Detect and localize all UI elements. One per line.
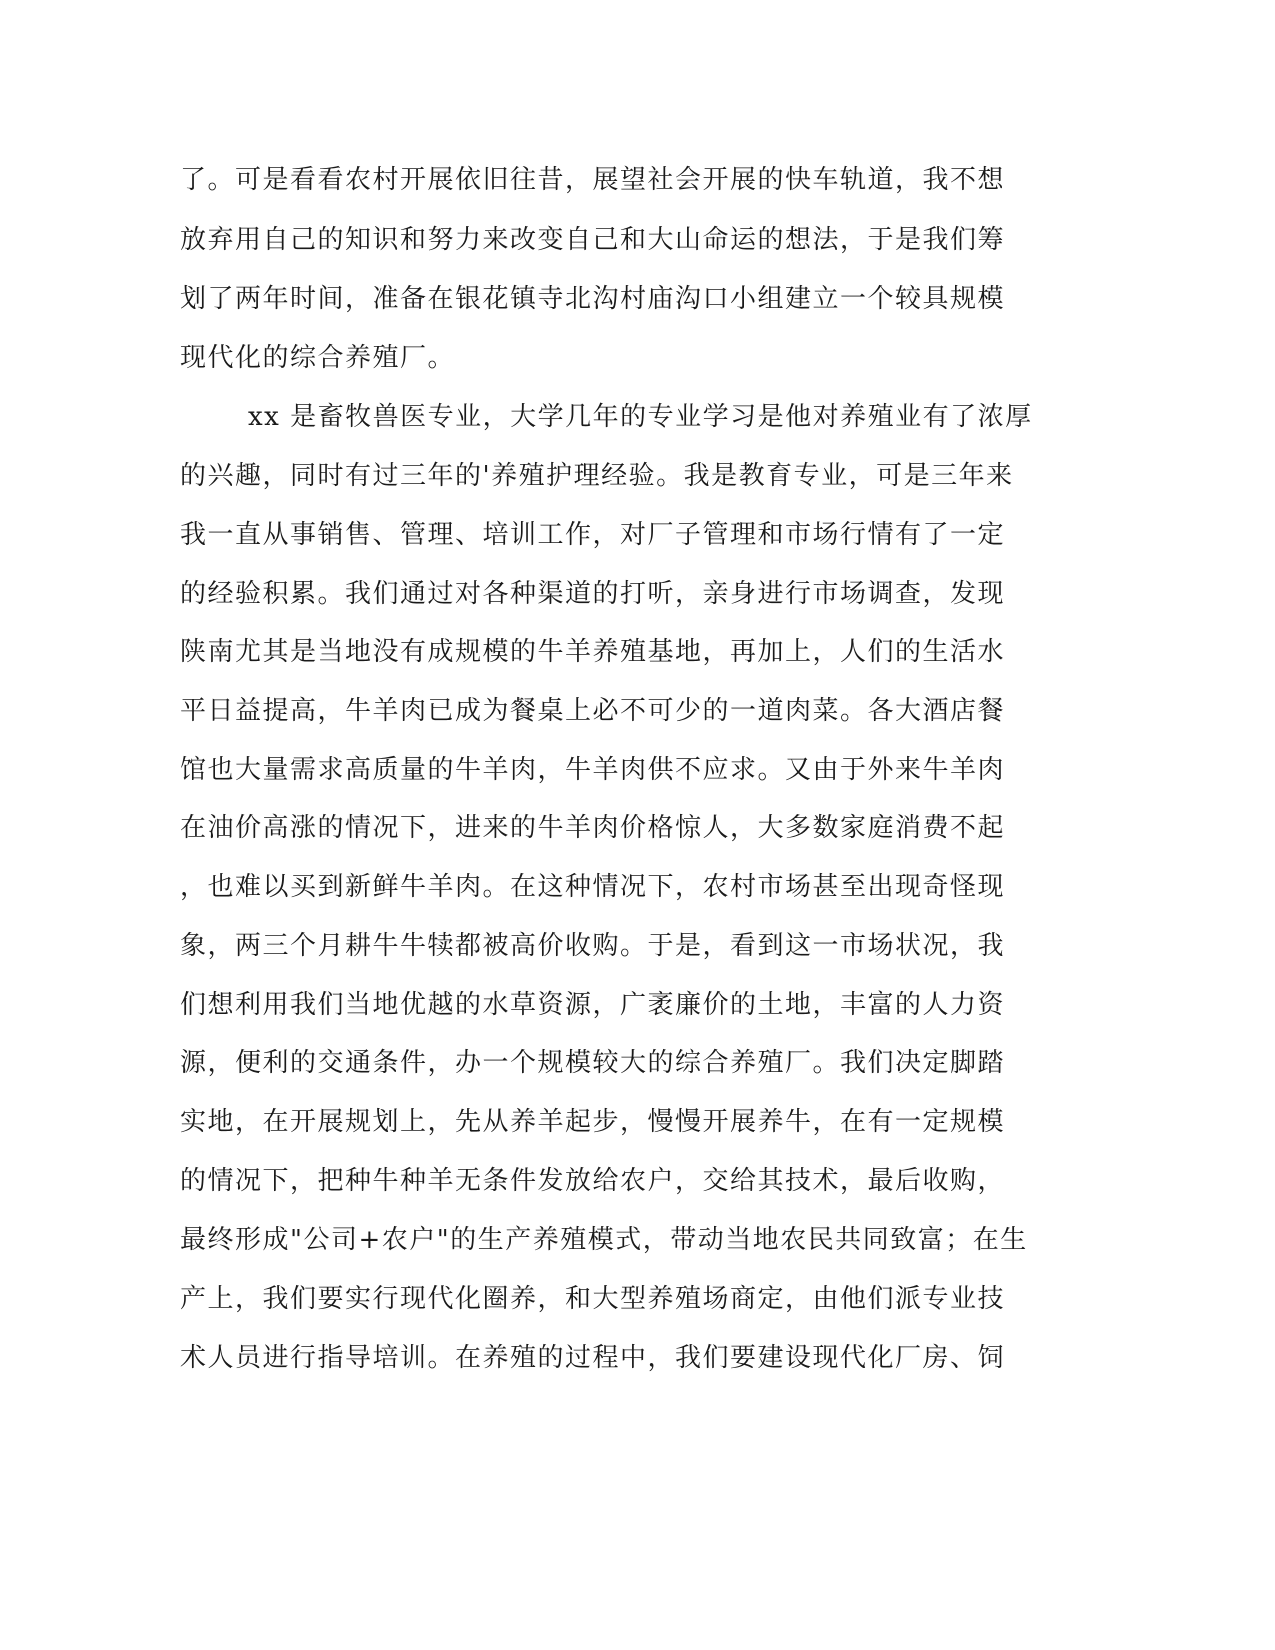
text-line: 放弃用自己的知识和努力来改变自己和大山命运的想法，于是我们筹 xyxy=(180,225,1006,255)
text-line: 最终形成"公司+农户"的生产养殖模式，带动当地农民共同致富；在生 xyxy=(180,1225,1028,1255)
text-line: 在油价高涨的情况下，进来的牛羊肉价格惊人，大多数家庭消费不起 xyxy=(180,813,1006,843)
text-line: 馆也大量需求高质量的牛羊肉，牛羊肉供不应求。又由于外来牛羊肉 xyxy=(180,755,1006,785)
text-line: 了。可是看看农村开展依旧往昔，展望社会开展的快车轨道，我不想 xyxy=(180,165,1006,195)
text-line: 的情况下，把种牛种羊无条件发放给农户，交给其技术，最后收购， xyxy=(180,1166,1006,1196)
text-line: 的兴趣，同时有过三年的'养殖护理经验。我是教育专业，可是三年来 xyxy=(180,461,1014,491)
text-line: 产上，我们要实行现代化圈养，和大型养殖场商定，由他们派专业技 xyxy=(180,1284,1006,1314)
text-line: 平日益提高，牛羊肉已成为餐桌上必不可少的一道肉菜。各大酒店餐 xyxy=(180,696,1006,726)
text-line: 我一直从事销售、管理、培训工作，对厂子管理和市场行情有了一定 xyxy=(180,520,1006,550)
text-line: ，也难以买到新鲜牛羊肉。在这种情况下，农村市场甚至出现奇怪现 xyxy=(180,872,1006,902)
text-line: 象，两三个月耕牛牛犊都被高价收购。于是，看到这一市场状况，我 xyxy=(180,931,1006,961)
text-line: 源，便利的交通条件，办一个规模较大的综合养殖厂。我们决定脚踏 xyxy=(180,1048,1006,1078)
paragraph-first-line: xx 是畜牧兽医专业，大学几年的专业学习是他对养殖业有了浓厚 xyxy=(248,402,1033,432)
text-line: 们想利用我们当地优越的水草资源，广袤廉价的土地，丰富的人力资 xyxy=(180,990,1006,1020)
text-line: 实地，在开展规划上，先从养羊起步，慢慢开展养牛，在有一定规模 xyxy=(180,1107,1006,1137)
text-line: 现代化的综合养殖厂。 xyxy=(180,343,456,373)
text-line: 的经验积累。我们通过对各种渠道的打听，亲身进行市场调查，发现 xyxy=(180,579,1006,609)
text-line: 陕南尤其是当地没有成规模的牛羊养殖基地，再加上，人们的生活水 xyxy=(180,637,1006,667)
text-line: 划了两年时间，准备在银花镇寺北沟村庙沟口小组建立一个较具规模 xyxy=(180,284,1006,314)
text-line: 术人员进行指导培训。在养殖的过程中，我们要建设现代化厂房、饲 xyxy=(180,1343,1006,1373)
